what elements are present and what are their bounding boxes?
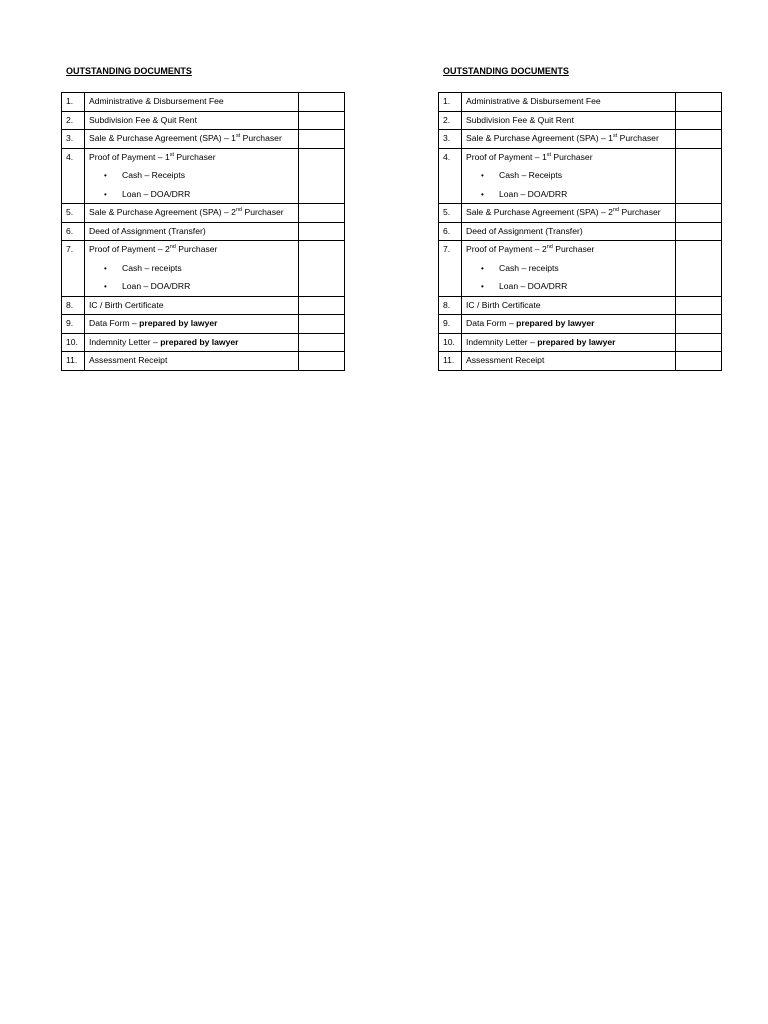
table-row: [62, 241, 345, 297]
item-description: [85, 241, 299, 297]
item-number: 9.: [62, 315, 85, 334]
item-label-text: Data Form –: [466, 318, 517, 328]
sub-item: [466, 259, 671, 278]
item-description: [85, 148, 299, 204]
item-description: [462, 130, 676, 149]
item-label-text: IC / Birth Certificate: [466, 299, 541, 310]
item-label-text: Assessment Receipt: [466, 355, 545, 365]
item-description: [85, 93, 299, 112]
item-label: [466, 300, 541, 310]
item-number: 2.: [62, 111, 85, 130]
item-number: 8.: [62, 296, 85, 315]
checkbox-cell[interactable]: [299, 333, 345, 352]
checkbox-cell[interactable]: [676, 296, 722, 315]
item-number: 7.: [439, 241, 462, 297]
item-description: [462, 93, 676, 112]
item-label: [466, 96, 601, 106]
ordinal-suffix: nd: [169, 244, 176, 250]
checkbox-cell[interactable]: [676, 130, 722, 149]
item-label-text: Purchaser: [240, 133, 282, 143]
sub-item-text: Cash – Receipts: [499, 170, 563, 180]
sub-item-text: Cash – receipts: [499, 262, 559, 273]
item-label: [89, 96, 224, 106]
item-number: 3.: [439, 130, 462, 149]
outstanding-documents-right: [438, 64, 722, 371]
item-description: [85, 204, 299, 223]
checkbox-cell[interactable]: [676, 204, 722, 223]
checkbox-cell[interactable]: [299, 204, 345, 223]
sub-item: [466, 277, 671, 296]
table-row: [439, 130, 722, 149]
item-label-text: Purchaser: [174, 151, 216, 162]
bullet-icon: •: [481, 189, 484, 199]
item-label-text: Deed of Assignment (Transfer): [466, 225, 583, 236]
checkbox-cell[interactable]: [676, 352, 722, 371]
sub-item-text: Cash – receipts: [122, 262, 182, 273]
bullet-icon: •: [104, 171, 107, 180]
checkbox-cell[interactable]: [676, 241, 722, 297]
item-label-text: Administrative & Disbursement Fee: [89, 96, 224, 106]
ordinal-suffix: st: [612, 133, 618, 139]
checkbox-cell[interactable]: [299, 315, 345, 334]
item-label-text: Purchaser: [552, 244, 595, 254]
checkbox-cell[interactable]: [299, 222, 345, 241]
bullet-icon: •: [481, 263, 484, 273]
item-label: [466, 152, 593, 162]
item-label-text: Proof of Payment – 2: [466, 244, 547, 254]
item-number: 1.: [439, 93, 462, 112]
item-number: 1.: [62, 93, 85, 112]
item-label: [89, 300, 164, 310]
item-number: 10.: [62, 333, 85, 352]
item-label-text: Proof of Payment – 1: [466, 151, 547, 162]
item-number: 5.: [62, 204, 85, 223]
sub-item-text: Loan – DOA/DRR: [122, 281, 191, 291]
section-heading: OUTSTANDING DOCUMENTS: [66, 66, 192, 76]
table-row: [439, 204, 722, 223]
item-label: [89, 115, 197, 125]
item-label-text: Sale & Purchase Agreement (SPA) – 1: [466, 133, 613, 143]
item-label: [466, 337, 616, 347]
item-number: 5.: [439, 204, 462, 223]
sub-item-text: Loan – DOA/DRR: [499, 188, 568, 199]
item-description: [462, 241, 676, 297]
item-label: [89, 337, 239, 347]
item-description: [462, 296, 676, 315]
item-label: [89, 355, 167, 365]
bullet-icon: •: [481, 282, 484, 291]
sub-item: [89, 259, 294, 278]
item-label-text: Purchaser: [242, 207, 284, 217]
sub-item-text: Loan – DOA/DRR: [122, 188, 191, 199]
section-heading: OUTSTANDING DOCUMENTS: [443, 66, 569, 76]
item-note: prepared by lawyer: [537, 336, 616, 347]
item-number: 9.: [439, 315, 462, 334]
item-label-text: Indemnity Letter –: [89, 336, 161, 347]
documents-table: [61, 92, 345, 371]
item-label: [89, 226, 206, 236]
item-label-text: Data Form –: [89, 318, 140, 328]
checkbox-cell[interactable]: [299, 296, 345, 315]
table-row: [62, 352, 345, 371]
sub-item: [89, 185, 294, 204]
table-row: [62, 111, 345, 130]
item-description: [85, 333, 299, 352]
checkbox-cell[interactable]: [676, 111, 722, 130]
item-label-text: Sale & Purchase Agreement (SPA) – 1: [89, 133, 236, 143]
item-label: [89, 207, 284, 217]
item-label: [466, 115, 574, 125]
item-description: [462, 222, 676, 241]
checkbox-cell[interactable]: [676, 333, 722, 352]
table-row: [62, 315, 345, 334]
item-label: [466, 133, 659, 143]
item-label-text: Deed of Assignment (Transfer): [89, 225, 206, 236]
documents-table: [438, 92, 722, 371]
checkbox-cell[interactable]: [676, 93, 722, 112]
checkbox-cell[interactable]: [299, 352, 345, 371]
item-description: [462, 315, 676, 334]
ordinal-suffix: nd: [235, 207, 243, 213]
item-label-text: IC / Birth Certificate: [89, 299, 164, 310]
item-label: [466, 318, 595, 328]
item-label: [466, 207, 661, 217]
item-number: 8.: [439, 296, 462, 315]
table-row: [439, 111, 722, 130]
table-row: [439, 93, 722, 112]
item-label-text: Proof of Payment – 1: [89, 151, 170, 162]
checkbox-cell[interactable]: [299, 241, 345, 297]
sub-item-text: Loan – DOA/DRR: [499, 281, 568, 291]
item-number: 3.: [62, 130, 85, 149]
ordinal-suffix: st: [546, 151, 552, 158]
item-number: 4.: [62, 148, 85, 204]
ordinal-suffix: st: [169, 151, 175, 158]
checkbox-cell[interactable]: [676, 315, 722, 334]
item-description: [462, 111, 676, 130]
item-label-text: Sale & Purchase Agreement (SPA) – 2: [89, 207, 236, 217]
item-label-text: Administrative & Disbursement Fee: [466, 96, 601, 106]
table-row: [62, 130, 345, 149]
table-row: [439, 148, 722, 204]
checkbox-cell[interactable]: [676, 148, 722, 204]
item-number: 6.: [439, 222, 462, 241]
item-note: prepared by lawyer: [139, 318, 218, 328]
table-row: [439, 333, 722, 352]
table-row: [439, 315, 722, 334]
checkbox-cell[interactable]: [299, 148, 345, 204]
checkbox-cell[interactable]: [676, 222, 722, 241]
table-row: [62, 296, 345, 315]
bullet-icon: •: [104, 282, 107, 291]
table-row: [62, 222, 345, 241]
item-label: [466, 355, 544, 365]
item-description: [462, 204, 676, 223]
item-label-text: Purchaser: [617, 133, 659, 143]
item-note: prepared by lawyer: [516, 318, 595, 328]
table-row: [62, 204, 345, 223]
item-number: 11.: [62, 352, 85, 371]
item-label-text: Indemnity Letter –: [466, 336, 538, 347]
item-description: [462, 148, 676, 204]
bullet-icon: •: [104, 189, 107, 199]
item-number: 4.: [439, 148, 462, 204]
table-row: [439, 222, 722, 241]
item-label-text: Subdivision Fee & Quit Rent: [89, 114, 197, 125]
item-description: [85, 352, 299, 371]
table-row: [439, 296, 722, 315]
sub-item-text: Cash – Receipts: [122, 170, 186, 180]
item-label: [89, 152, 216, 162]
item-label: [466, 226, 583, 236]
item-description: [462, 333, 676, 352]
sub-item: [466, 185, 671, 204]
item-description: [462, 352, 676, 371]
item-label-text: Assessment Receipt: [89, 355, 168, 365]
item-number: 2.: [439, 111, 462, 130]
item-note: prepared by lawyer: [160, 336, 239, 347]
checkbox-cell[interactable]: [299, 93, 345, 112]
item-description: [85, 111, 299, 130]
bullet-icon: •: [104, 263, 107, 273]
item-number: 7.: [62, 241, 85, 297]
sub-item: [89, 277, 294, 296]
item-number: 6.: [62, 222, 85, 241]
table-row: [62, 333, 345, 352]
item-label: [89, 318, 218, 328]
ordinal-suffix: nd: [612, 207, 620, 213]
table-row: [62, 148, 345, 204]
item-description: [85, 222, 299, 241]
item-label-text: Sale & Purchase Agreement (SPA) – 2: [466, 207, 613, 217]
checkbox-cell[interactable]: [299, 111, 345, 130]
sub-item: [466, 166, 671, 185]
checkbox-cell[interactable]: [299, 130, 345, 149]
item-label-text: Subdivision Fee & Quit Rent: [466, 114, 574, 125]
item-description: [85, 130, 299, 149]
item-number: 10.: [439, 333, 462, 352]
bullet-icon: •: [481, 171, 484, 180]
table-row: [62, 93, 345, 112]
table-row: [439, 352, 722, 371]
item-label: [89, 133, 282, 143]
item-description: [85, 315, 299, 334]
item-label-text: Purchaser: [175, 244, 218, 254]
outstanding-documents-left: [61, 64, 345, 371]
item-number: 11.: [439, 352, 462, 371]
ordinal-suffix: st: [235, 133, 241, 139]
item-description: [85, 296, 299, 315]
table-row: [439, 241, 722, 297]
item-label-text: Purchaser: [551, 151, 593, 162]
item-label-text: Purchaser: [619, 207, 661, 217]
item-label: [466, 244, 594, 254]
item-label-text: Proof of Payment – 2: [89, 244, 170, 254]
sub-item: [89, 166, 294, 185]
ordinal-suffix: nd: [546, 244, 553, 250]
item-label: [89, 244, 217, 254]
